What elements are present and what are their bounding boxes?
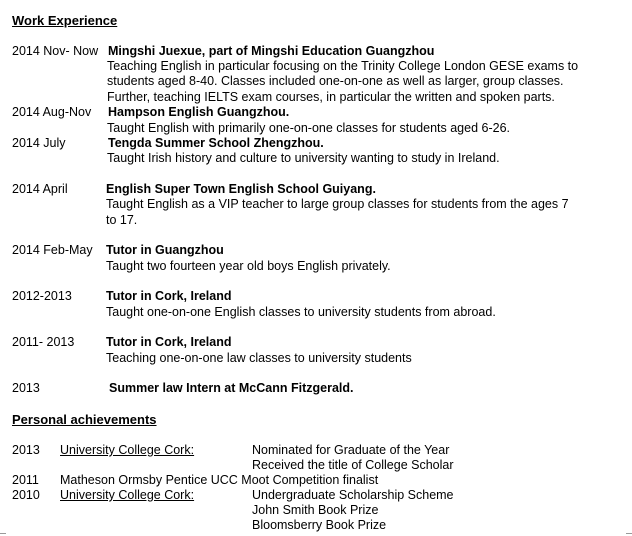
entry-desc-line: Further, teaching IELTS exam courses, in particular the written and spoken parts. xyxy=(107,90,555,104)
achievement-item: Bloomsberry Book Prize xyxy=(252,518,387,532)
entry-date: 2014 Nov- Now xyxy=(12,44,99,58)
entry-desc-line: Taught two fourteen year old boys English privately. xyxy=(106,259,391,273)
achievement-item: Nominated for Graduate of the Year xyxy=(252,443,450,457)
entry-title: Tutor in Cork, Ireland xyxy=(106,335,232,349)
entry-desc-line: to 17. xyxy=(106,213,138,227)
entry-desc-line: Taught English with primarily one-on-one classes for students aged 6-26. xyxy=(107,121,510,135)
achievement-item: Undergraduate Scholarship Scheme xyxy=(252,488,454,502)
entry-title: Tengda Summer School Zhengzhou. xyxy=(108,136,324,150)
entry-desc-line: students aged 8-40. Classes included one-on-one as well as larger, group classes. xyxy=(107,74,564,88)
personal-achievements-heading: Personal achievements xyxy=(12,412,157,427)
entry-date: 2012-2013 xyxy=(12,289,72,303)
page-corner-mark xyxy=(0,533,6,534)
entry-desc-line: Taught English as a VIP teacher to large group classes for students from the ages 7 xyxy=(106,197,569,211)
entry-date: 2011- 2013 xyxy=(12,335,75,349)
entry-date: 2013 xyxy=(12,381,40,395)
page-corner-mark xyxy=(626,533,632,534)
achievement-year: 2013 xyxy=(12,443,40,457)
entry-desc-line: Taught one-on-one English classes to university students from abroad. xyxy=(106,305,496,319)
entry-title: Tutor in Guangzhou xyxy=(106,243,224,257)
entry-date: 2014 April xyxy=(12,182,68,196)
work-experience-heading: Work Experience xyxy=(12,13,118,28)
entry-title: Mingshi Juexue, part of Mingshi Education Guangzhou xyxy=(108,44,435,58)
entry-title: Summer law Intern at McCann Fitzgerald. xyxy=(109,381,354,395)
entry-desc-line: Taught Irish history and culture to university wanting to study in Ireland. xyxy=(107,151,500,165)
entry-date: 2014 July xyxy=(12,136,66,150)
achievement-year: 2010 xyxy=(12,488,40,502)
achievement-org: University College Cork: xyxy=(60,488,195,502)
entry-desc-line: Teaching English in particular focusing on the Trinity College London GESE exams to xyxy=(107,59,579,73)
entry-title: Hampson English Guangzhou. xyxy=(108,105,290,119)
entry-date: 2014 Aug-Nov xyxy=(12,105,92,119)
achievement-org: University College Cork: xyxy=(60,443,195,457)
entry-desc-line: Teaching one-on-one law classes to university students xyxy=(106,351,412,365)
achievement-org: Matheson Ormsby Pentice UCC Moot Competition finalist xyxy=(60,473,379,487)
entry-date: 2014 Feb-May xyxy=(12,243,93,257)
achievement-item: John Smith Book Prize xyxy=(252,503,379,517)
achievement-item: Received the title of College Scholar xyxy=(252,458,454,472)
achievement-year: 2011 xyxy=(12,473,39,487)
entry-title: English Super Town English School Guiyang. xyxy=(106,182,376,196)
entry-title: Tutor in Cork, Ireland xyxy=(106,289,232,303)
